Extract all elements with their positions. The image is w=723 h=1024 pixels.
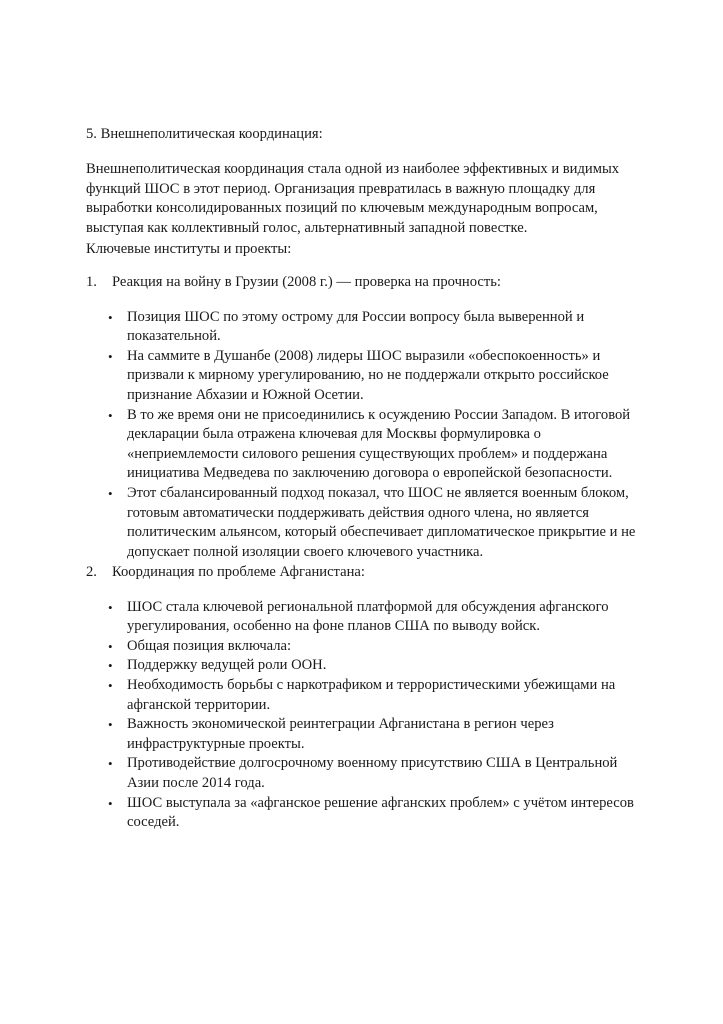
list-item-text: Позиция ШОС по этому острому для России вопросу была выверенной и показательной.: [127, 308, 585, 345]
list-item-text: ШОС выступала за «афганское решение афганских проблем» с учётом интересов соседей.: [127, 794, 634, 831]
bullet-list: [86, 308, 646, 563]
list-item: [86, 308, 646, 347]
bullet-icon: •: [108, 599, 113, 615]
list-item-text: Поддержку ведущей роли ООН.: [127, 657, 327, 674]
list-item-text: Общая позиция включала:: [127, 637, 292, 654]
list-item-text: Противодействие долгосрочному военному присутствию США в Центральной Азии после 2014 года.: [127, 755, 618, 791]
list-item: [86, 656, 646, 676]
bullet-icon: •: [108, 407, 113, 423]
list-item: [86, 754, 646, 793]
numbered-item-2: [86, 563, 646, 833]
list-item-text: Важность экономической реинтеграции Афганистана в регион через инфраструктурные проекты.: [127, 716, 554, 752]
intro-paragraph: Внешнеполитическая координация стала одной из наиболее эффективных и видимых функций ШОС в этот период. Организация превратилась в важную площадку для выработки консолидированных позиций по ключевым международным вопросам, выступая как коллективный голос, альтернативный западной повестке.: [86, 161, 620, 236]
list-item: [86, 406, 646, 484]
list-item: [86, 676, 646, 715]
list-item-text: На саммите в Душанбе (2008) лидеры ШОС выразили «обеспокоенность» и призвали к мирному урегулированию, но не поддержали открыто российское признание Абхазии и Южной Осетии.: [127, 347, 609, 403]
list-item: [86, 347, 646, 406]
list-item-text: ШОС стала ключевой региональной платформой для обсуждения афганского урегулирования, особенно на фоне планов США по выводу войск.: [127, 598, 609, 635]
bullet-icon: •: [108, 677, 113, 693]
list-item-text: Этот сбалансированный подход показал, что ШОС не является военным блоком, готовым автоматически поддерживать действия одного члена, но является политическим альянсом, который обеспечивает дипломатическое прикрытие и не допускает полной изоляции своего ключевого участника.: [127, 484, 636, 560]
bullet-icon: •: [108, 717, 113, 733]
item-number: 2.: [86, 564, 97, 580]
bullet-icon: •: [108, 309, 113, 325]
bullet-icon: •: [108, 658, 113, 674]
item-title-text: Реакция на войну в Грузии (2008 г.) — проверка на прочность:: [112, 274, 501, 290]
list-item-text: В то же время они не присоединились к осуждению России Западом. В итоговой декларации была отражена ключевая для Москвы формулировка о «неприемлемости силового решения существующих проблем» и поддержана инициатива Медведева по заключению договора о европейской безопасности.: [127, 406, 631, 482]
list-item-text: Необходимость борьбы с наркотрафиком и террористическими убежищами на афганской территории.: [127, 676, 616, 713]
list-item: [86, 598, 646, 637]
bullet-icon: •: [108, 348, 113, 364]
subheading: Ключевые институты и проекты:: [86, 241, 292, 257]
bullet-icon: •: [108, 756, 113, 772]
bullet-icon: •: [108, 795, 113, 811]
bullet-list: [86, 598, 646, 833]
numbered-item-title: [86, 563, 646, 583]
list-item: [86, 794, 646, 833]
bullet-icon: •: [108, 638, 113, 654]
numbered-item-1: [86, 273, 646, 562]
section-heading: 5. Внешнеполитическая координация:: [86, 126, 323, 142]
list-item: [86, 715, 646, 754]
list-item: [86, 637, 646, 657]
item-number: 1.: [86, 274, 97, 290]
bullet-icon: •: [108, 485, 113, 501]
list-item: [86, 484, 646, 562]
item-title-text: Координация по проблеме Афганистана:: [112, 564, 365, 580]
numbered-item-title: [86, 273, 646, 293]
